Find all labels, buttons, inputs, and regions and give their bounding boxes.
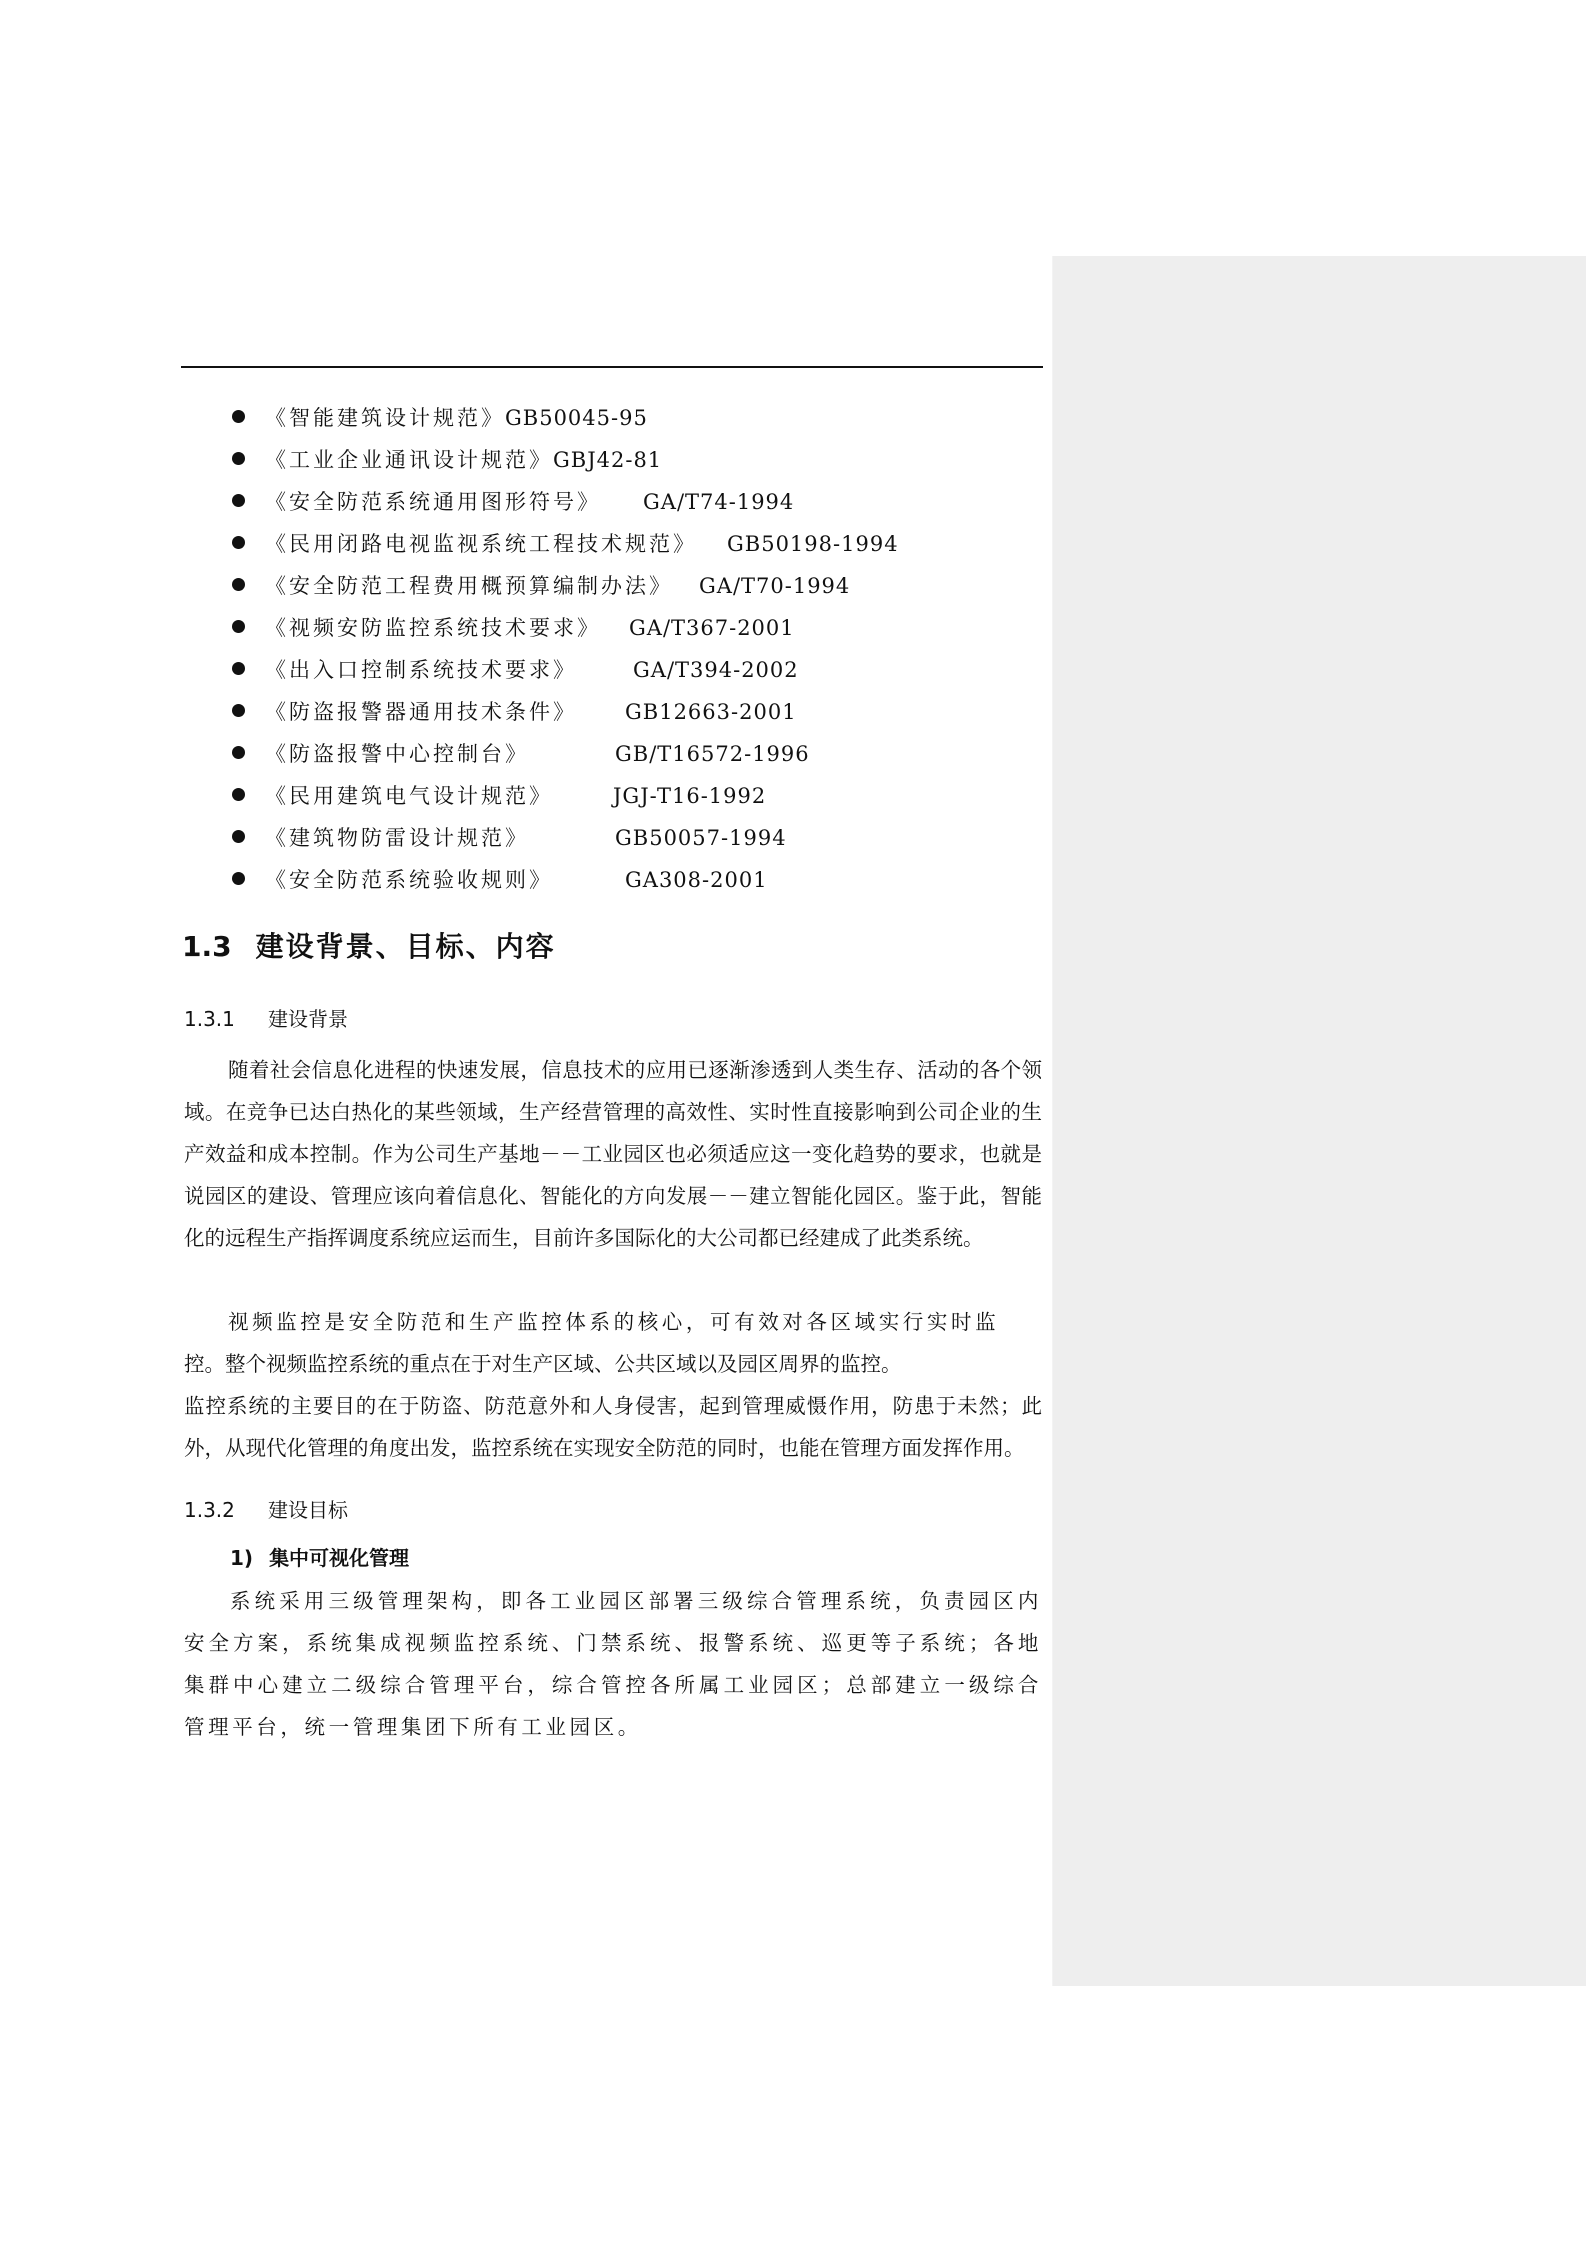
section-heading-1-3 (182, 925, 556, 965)
background-paragraph-1: 随着社会信息化进程的快速发展，信息技术的应用已逐渐渗透到人类生存、活动的各个领域。在竞争已达白热化的某些领域，生产经营管理的高效性、实时性直接影响到公司企业的生产效益和成本控制。作为公司生产基地－－工业园区也必须适应这一变化趋势的要求，也就是说园区的建设、管理应该向着信息化、智能化的方向发展－－建立智能化园区。鉴于此，智能化的远程生产指挥调度系统应运而生，目前许多国际化的大公司都已经建成了此类系统。 (184, 1058, 1042, 1250)
standard-code: GB12663-2001 (625, 700, 797, 724)
bullet-icon (232, 578, 245, 591)
list-item (232, 565, 899, 607)
standard-title: 《安全防范系统验收规则》 (265, 868, 553, 892)
standard-code: GA/T74-1994 (643, 490, 795, 514)
bullet-icon (232, 410, 245, 423)
list-item (232, 607, 899, 649)
header-rule (181, 366, 1043, 368)
list-item (232, 691, 899, 733)
bullet-icon (232, 746, 245, 759)
standard-code: GB50045-95 (505, 406, 648, 430)
standard-title: 《防盗报警中心控制台》 (265, 742, 529, 766)
section-title: 建设目标 (268, 1498, 348, 1522)
standard-title: 《安全防范系统通用图形符号》 (265, 490, 601, 514)
bullet-icon (232, 872, 245, 885)
standard-code: GB/T16572-1996 (615, 742, 810, 766)
background-paragraph-2-line-1: 视频监控是安全防范和生产监控体系的核心，可有效对各区域实行实时监 (228, 1310, 1000, 1334)
standard-code: GBJ42-81 (553, 448, 663, 472)
standard-title: 《视频安防监控系统技术要求》 (265, 616, 601, 640)
standard-code: GA/T70-1994 (699, 574, 851, 598)
section-number: 1.3 (182, 930, 232, 963)
standard-title: 《建筑物防雷设计规范》 (265, 826, 529, 850)
list-item (232, 775, 899, 817)
list-item (232, 733, 899, 775)
section-heading-1-3-2 (184, 1494, 348, 1523)
standards-list (232, 397, 899, 901)
standard-title: 《防盗报警器通用技术条件》 (265, 700, 577, 724)
standard-code: GA/T367-2001 (629, 616, 795, 640)
background-paragraph-2-line-2: 控。整个视频监控系统的重点在于对生产区域、公共区域以及园区周界的监控。 (184, 1352, 902, 1376)
goal-paragraph: 系统采用三级管理架构，即各工业园区部署三级综合管理系统，负责园区内安全方案，系统集成视频监控系统、门禁系统、报警系统、巡更等子系统；各地集群中心建立二级综合管理平台，综合管控各所属工业园区；总部建立一级综合管理平台，统一管理集团下所有工业园区。 (184, 1589, 1042, 1739)
standard-title: 《工业企业通讯设计规范》 (265, 448, 553, 472)
background-paragraph-3: 监控系统的主要目的在于防盗、防范意外和人身侵害，起到管理威慑作用，防患于未然；此外，从现代化管理的角度出发，监控系统在实现安全防范的同时，也能在管理方面发挥作用。 (184, 1394, 1042, 1460)
bullet-icon (232, 494, 245, 507)
goal-title: 集中可视化管理 (269, 1546, 410, 1570)
standard-title: 《民用闭路电视监视系统工程技术规范》 (265, 532, 697, 556)
section-heading-1-3-1 (184, 1003, 348, 1032)
goal-number: 1) (230, 1546, 254, 1570)
bullet-icon (232, 704, 245, 717)
list-item (232, 439, 899, 481)
bullet-icon (232, 536, 245, 549)
standard-code: GA/T394-2002 (633, 658, 799, 682)
list-item (232, 649, 899, 691)
standard-code: GA308-2001 (625, 868, 768, 892)
list-item (232, 523, 899, 565)
bullet-icon (232, 830, 245, 843)
section-number: 1.3.2 (184, 1498, 235, 1522)
section-number: 1.3.1 (184, 1007, 235, 1031)
comment-pane (1052, 256, 1586, 1986)
bullet-icon (232, 662, 245, 675)
bullet-icon (232, 788, 245, 801)
list-item (232, 481, 899, 523)
standard-title: 《民用建筑电气设计规范》 (265, 784, 553, 808)
goal-heading (230, 1542, 409, 1571)
bullet-icon (232, 620, 245, 633)
bullet-icon (232, 452, 245, 465)
list-item (232, 397, 899, 439)
list-item (232, 817, 899, 859)
standard-code: GB50057-1994 (615, 826, 787, 850)
standard-code: JGJ-T16-1992 (613, 784, 767, 808)
section-title: 建设背景、目标、内容 (255, 930, 556, 963)
standard-title: 《安全防范工程费用概预算编制办法》 (265, 574, 673, 598)
comment-pane-edge (1052, 256, 1053, 1986)
standard-title: 《智能建筑设计规范》 (265, 406, 505, 430)
list-item (232, 859, 899, 901)
section-title: 建设背景 (268, 1007, 348, 1031)
standard-title: 《出入口控制系统技术要求》 (265, 658, 577, 682)
standard-code: GB50198-1994 (727, 532, 899, 556)
